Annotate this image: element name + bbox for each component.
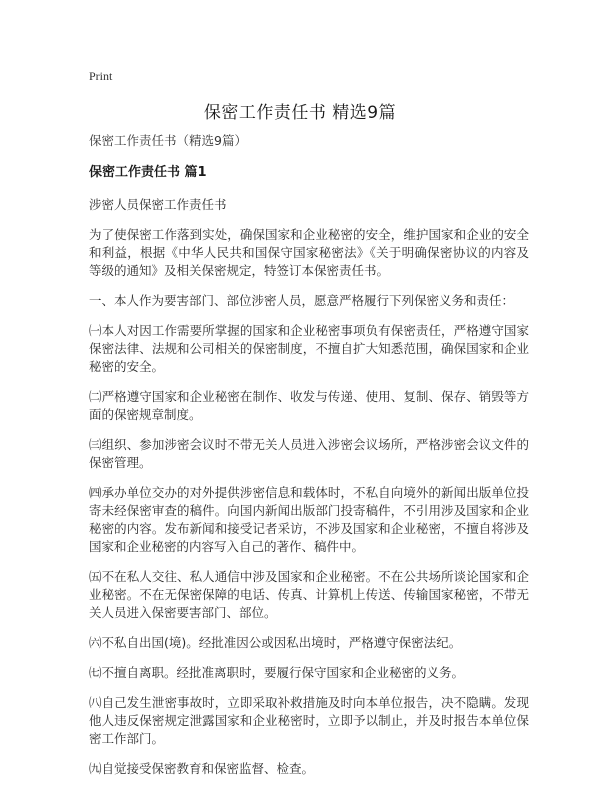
paragraph: ㈦不擅自离职。经批准离职时，要履行保守国家和企业秘密的义务。 [89, 665, 465, 680]
paragraph: 一、本人作为要害部门、部位涉密人员，愿意严格履行下列保密义务和责任： [89, 293, 515, 308]
paragraph: ㈨自觉接受保密教育和保密监督、检查。 [89, 761, 315, 776]
paragraph: ㈠本人对因工作需要所掌握的国家和企业秘密事项负有保密责任，严格遵守国家保密法律、法规和公司相关的保密制度，不擅自扩大知悉范围，确保国家和企业秘密的安全。 [89, 323, 529, 374]
paragraph: 涉密人员保密工作责任书 [89, 197, 227, 212]
paragraph: ㈢组织、参加涉密会议时不带无关人员进入涉密会议场所，严格涉密会议文件的保密管理。 [89, 437, 529, 470]
paragraph: ㈤不在私人交往、私人通信中涉及国家和企业秘密。不在公共场所谈论国家和企业秘密。不在无保密保障的电话、传真、计算机上传送、传输国家秘密，不带无关人员进入保密要害部门、部位。 [89, 569, 529, 620]
document-body [89, 132, 529, 790]
document-subtitle: 保密工作责任书（精选9篇） [89, 133, 247, 148]
paragraph: ㈧自己发生泄密事故时，立即采取补救措施及时向本单位报告，决不隐瞒。发现他人违反保密规定泄露国家和企业秘密时，立即予以制止，并及时报告本单位保密工作部门。 [89, 695, 529, 746]
paragraph: ㈡严格遵守国家和企业秘密在制作、收发与传递、使用、复制、保存、销毁等方面的保密规章制度。 [89, 389, 529, 422]
print-link[interactable]: Print [89, 69, 113, 83]
paragraph: ㈥不私自出国(境)。经批准因公或因私出境时，严格遵守保密法纪。 [89, 635, 462, 650]
page-title: 保密工作责任书 精选9篇 [203, 103, 397, 123]
section-heading: 保密工作责任书 篇1 [89, 165, 207, 180]
paragraph: 为了使保密工作落到实处，确保国家和企业秘密的安全，维护国家和企业的安全和利益，根据《中华人民共和国保守国家秘密法》《关于明确保密协议的内容及等级的通知》及相关保密规定，特签订本保密责任书。 [89, 227, 529, 278]
paragraph: ㈣承办单位交办的对外提供涉密信息和载体时，不私自向境外的新闻出版单位投寄未经保密审查的稿件。向国内新闻出版部门投寄稿件，不引用涉及国家和企业秘密的内容。发布新闻和接受记者采访，不涉及国家和企业秘密，不擅自将涉及国家和企业秘密的内容写入自己的著作、稿件中。 [89, 485, 529, 554]
